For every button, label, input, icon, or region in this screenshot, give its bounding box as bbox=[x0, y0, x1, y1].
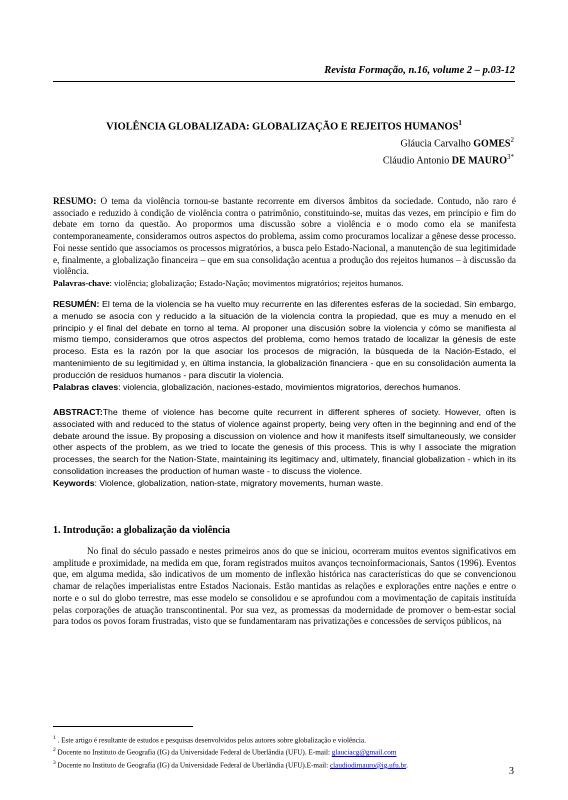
intro-paragraph: No final do século passado e nestes primeiros anos do que se iniciou, ocorreram muitos eventos significativos em amplitude e proximidade, na medida em que, foram registrados muitos avanços tecnoinformacionais, Santos (1996). Eventos que, em alguma medida, são indicativos de um momento de inflexão histórica nas características do que se convencionou chamar de relações imperialistas entre Estados Nacionais. Estão mantidas as relações e explorações entre nações e entre o norte e o sul do globo terrestre, mas esse modelo se consolidou e se aprofundou com a movimentação de capitais instituída pelas corporações de atuação transcontinental. Por sua vez, as promessas da modernidade de promover o bem-estar social para todos os povos foram frustradas, visto que se fundamentaram nas privatizações e concessões de serviços públicos, na bbox=[53, 546, 516, 627]
abstract-keywords-text: : Violence, globalization, nation-state, migratory movements, human waste. bbox=[94, 477, 384, 488]
resumo-text: O tema da violência tornou-se bastante recorrente em diversos âmbitos da sociedade. Contudo, não raro é associado e reduzido à condição de violência contra o patrimônio, constituindo-se, muitas das vezes, em princípio e fim do debate em torno da questão. Ao propormos uma discussão sobre a violência e o modo como ela se manifesta contemporaneamente, consideramos outros aspectos do problema, assim como procuramos localizar a gênese desse processo. Foi nesse sentido que associamos os processos migratórios, a busca pelo Estado-Nacional, a manutenção de sua legitimidade e, finalmente, a globalização financeira – que em sua consolidação acentua a produção dos rejeitos humanos – à discussão da violência. bbox=[53, 196, 516, 277]
footnote-1 bbox=[53, 733, 516, 745]
author-1-note: 2 bbox=[510, 136, 514, 144]
resumen-section bbox=[53, 299, 516, 393]
section-heading: 1. Introdução: a globalização da violência bbox=[53, 525, 231, 536]
footnote-3-email-link[interactable]: claudiodimauro@ig.ufu.br bbox=[329, 761, 407, 770]
article-title bbox=[0, 119, 568, 132]
author-1 bbox=[401, 136, 514, 149]
footnote-rule bbox=[53, 726, 193, 727]
header-rule bbox=[53, 81, 515, 82]
resumo-keywords-label: Palavras-chave bbox=[53, 277, 110, 288]
author-1-surname: GOMES bbox=[473, 138, 511, 150]
resumo-section bbox=[53, 196, 516, 290]
resumen-text: El tema de la violencia se ha vuelto muy recurrente en las diferentes esferas de la sociedad. Sin embargo, a menudo se asocia con y reducido a la situación de la violencia contra la propiedad, que es muy a menudo en el principio y el final del debate en torno al tema. Al proponer una discusión sobre la violencia y cómo se manifiesta al mismo tiempo, consideramos que otros aspectos del problema, como hemos tratado de localizar la génesis de este proceso. Esta es la razón por la que asociar los procesos de migración, la búsqueda de la Nación-Estado, el mantenimiento de su legitimidad y, en última instancia, la globalización financiera - que en su consolidación aumenta la producción de residuos humanos - para discutir la violencia. bbox=[53, 299, 516, 380]
author-1-given: Gláucia Carvalho bbox=[400, 138, 471, 150]
resumo-keywords bbox=[53, 278, 403, 288]
title-footnote-mark: 1 bbox=[458, 119, 462, 127]
footnote-2 bbox=[53, 745, 516, 757]
article-title-text: VIOLÊNCIA GLOBALIZADA: GLOBALIZAÇÃO E REJEITOS HUMANOS bbox=[106, 121, 459, 133]
footnotes bbox=[53, 733, 516, 770]
resumo-keywords-text: : violência; globalização; Estado-Nação; movimentos migratórios; rejeitos humanos. bbox=[109, 277, 404, 288]
author-2-given: Cláudio Antonio bbox=[382, 155, 450, 167]
abstract-label: ABSTRACT: bbox=[53, 407, 103, 417]
resumen-label: RESUMÉN: bbox=[53, 299, 100, 309]
resumo-label: RESUMO: bbox=[53, 196, 97, 206]
resumen-keywords-label: Palabras claves bbox=[53, 381, 119, 392]
footnote-2-text: Docente no Instituto de Geografia (IG) da Universidade Federal de Uberlândia (UFU). E-mail: bbox=[55, 748, 332, 757]
footnote-3: $^3$ Docente no Instituto de Geografia (IG) da Universidade Federal de Uberlândia (UFU).E-mail: claudiodimauro@ig.ufu.br. bbox=[53, 759, 408, 770]
resumen-keywords-text: : violencia, globalización, naciones-estado, movimientos migratorios, derechos humanos. bbox=[118, 381, 461, 392]
footnote-2-mark: 2 bbox=[53, 747, 56, 754]
abstract-keywords-label: Keywords bbox=[53, 477, 95, 488]
footnote-2-email-link[interactable]: glauciacg@gmail.com bbox=[331, 748, 397, 757]
page-number: 3 bbox=[509, 766, 514, 777]
footnote-3-text: Docente no Instituto de Geografia (IG) da Universidade Federal de Uberlândia (UFU).E-mail: bbox=[55, 761, 330, 770]
abstract-text: The theme of violence has become quite recurrent in different spheres of society. However, often is associated with and reduced to the status of violence against property, being very often in the beginning and end of the debate around the issue. By proposing a discussion on violence and how it manifests itself simultaneously, we consider other aspects of the problem, as we tried to locate the genesis of this process. This is why I associate the migration processes, the search for the Nation-State, maintaining its legitimacy and, ultimately, financial globalization - which in its consolidation increases the production of human waste - to discuss the violence. bbox=[53, 407, 516, 476]
footnote-1-mark: 1 bbox=[53, 735, 56, 741]
footnote-1-text: . Este artigo é resultante de estudos e pesquisas desenvolvidos pelos autores sobre globalização e violência. bbox=[55, 736, 366, 745]
author-2-surname: DE MAURO bbox=[451, 155, 507, 167]
abstract-section bbox=[53, 407, 516, 490]
footnote-3-mark: 3 bbox=[53, 759, 56, 766]
author-2 bbox=[383, 153, 514, 166]
author-2-note: 3* bbox=[507, 153, 514, 161]
journal-header: Revista Formação, n.16, volume 2 – p.03-12 bbox=[324, 65, 515, 76]
